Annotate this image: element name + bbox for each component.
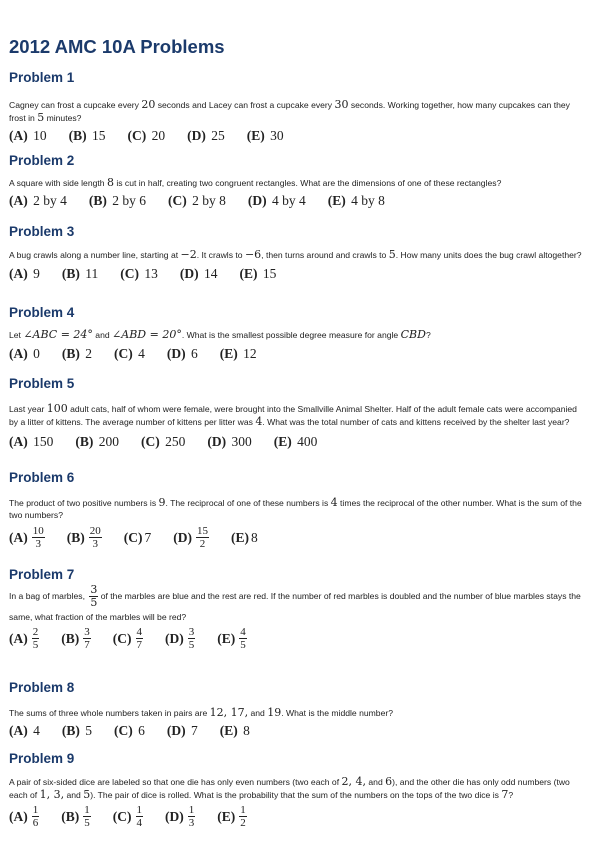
answer-value: 4 bbox=[134, 345, 145, 361]
problem-1 bbox=[9, 70, 588, 144]
answer-choice bbox=[9, 193, 67, 209]
answer-choice bbox=[217, 804, 247, 829]
answer-letter: (E) bbox=[231, 529, 249, 545]
answer-choice bbox=[220, 346, 257, 362]
answer-choice bbox=[75, 434, 119, 450]
problem-5 bbox=[9, 376, 588, 450]
answer-choice bbox=[62, 723, 92, 739]
answer-value: 11 bbox=[81, 265, 99, 281]
answer-letter: (B) bbox=[61, 722, 80, 738]
answer-value: 9 bbox=[29, 265, 40, 281]
answer-choice bbox=[217, 626, 247, 651]
answer-fraction: $\frac{1}{2}$ bbox=[240, 804, 246, 829]
answer-value: 14 bbox=[200, 265, 218, 281]
answer-letter: (A) bbox=[9, 128, 28, 143]
answer-choice bbox=[9, 804, 39, 829]
answer-choice bbox=[207, 434, 251, 450]
answer-choice bbox=[9, 723, 40, 739]
answer-choice bbox=[113, 626, 143, 651]
answer-fraction: $\frac{1}{5}$ bbox=[84, 804, 90, 829]
problem-1-text: Cagney can frost a cupcake every 20 seconds and Lacey can frost a cupcake every 30 seconds. Working together, how many cupcakes can they frost in 5 minutes? bbox=[9, 98, 570, 124]
answer-letter: (A) bbox=[9, 630, 28, 646]
answer-choice bbox=[62, 266, 98, 282]
answer-fraction: $\frac{3}{5}$ bbox=[188, 626, 195, 651]
answer-letter: (E) bbox=[217, 808, 236, 824]
answer-choice bbox=[114, 346, 145, 362]
problem-8-heading: Problem 8 bbox=[9, 680, 75, 695]
answer-value: 2 by 4 bbox=[29, 192, 67, 208]
answer-letter: (B) bbox=[61, 630, 80, 646]
answer-value: 6 bbox=[134, 722, 145, 738]
problem-2 bbox=[9, 153, 588, 209]
answer-choice bbox=[231, 530, 258, 546]
answer-letter: (C) bbox=[141, 433, 160, 449]
answer-choice bbox=[124, 530, 152, 546]
answer-letter: (B) bbox=[61, 808, 80, 824]
problem-3 bbox=[9, 224, 588, 282]
problem-7-text: In a bag of marbles, $\frac{3}{5}$ of the marbles are blue and the rest are red. If the number of red marbles is doubled and the number of blue marbles stays the same, what fraction of the marbles will be red? bbox=[9, 583, 581, 622]
problem-7-answers bbox=[9, 626, 588, 651]
answer-letter: (B) bbox=[61, 345, 80, 361]
answer-choice bbox=[9, 525, 45, 550]
answer-value: 25 bbox=[207, 128, 225, 143]
answer-letter: (D) bbox=[165, 630, 184, 646]
answer-fraction: $\frac{1}{6}$ bbox=[32, 804, 39, 829]
answer-letter: (E) bbox=[327, 192, 346, 208]
problem-2-heading: Problem 2 bbox=[9, 153, 75, 168]
answer-letter: (E) bbox=[239, 265, 258, 281]
answer-letter: (D) bbox=[187, 128, 206, 143]
answer-value: 8 bbox=[251, 529, 258, 545]
answer-choice bbox=[114, 723, 145, 739]
answer-letter: (A) bbox=[9, 529, 28, 545]
answer-choice bbox=[240, 266, 277, 282]
problem-6 bbox=[9, 470, 588, 550]
answer-choice bbox=[69, 128, 106, 144]
answer-letter: (C) bbox=[114, 722, 133, 738]
answer-fraction: $\frac{2}{5}$ bbox=[32, 626, 39, 651]
problem-3-heading: Problem 3 bbox=[9, 224, 75, 239]
answer-value: 15 bbox=[259, 265, 277, 281]
answer-value: 4 by 4 bbox=[268, 192, 306, 208]
page-title: 2012 AMC 10A Problems bbox=[9, 36, 225, 57]
answer-letter: (D) bbox=[166, 722, 186, 738]
problem-6-heading: Problem 6 bbox=[9, 470, 75, 485]
answer-choice bbox=[187, 128, 225, 144]
problem-3-text: A bug crawls along a number line, starting at −2. It crawls to −6, then turns around and crawls to 5. How many units does the bug crawl altogether? bbox=[9, 248, 582, 261]
fraction-3-5: $\frac{3}{5}$ bbox=[90, 583, 98, 609]
answer-choice bbox=[9, 346, 40, 362]
answer-fraction: $\frac{1}{3}$ bbox=[188, 804, 195, 829]
answer-letter: (A) bbox=[9, 345, 28, 361]
answer-value: 2 bbox=[81, 345, 92, 361]
answer-value: 30 bbox=[266, 128, 284, 143]
answer-fraction: $\frac{10}{3}$ bbox=[32, 525, 44, 550]
problem-7 bbox=[9, 567, 588, 651]
problem-9-text: A pair of six-sided dice are labeled so that one die has only even numbers (two each of 2, 4, and 6), and the other die has only odd numbers (two each of 1, 3, and 5). The pair of dice is rolled. What is the probability that the sum of the numbers on the tops of the two dice is 7? bbox=[9, 775, 570, 801]
answer-letter: (B) bbox=[68, 128, 87, 143]
answer-fraction: $\frac{15}{2}$ bbox=[197, 525, 208, 550]
problem-2-text: A square with side length 8 is cut in half, creating two congruent rectangles. What are the dimensions of one of these rectangles? bbox=[9, 176, 502, 189]
answer-choice bbox=[248, 193, 306, 209]
answer-choice bbox=[9, 434, 53, 450]
answer-choice bbox=[9, 626, 39, 651]
problem-6-text: The product of two positive numbers is 9. The reciprocal of one of these numbers is 4 times the reciprocal of the other number. What is the sum of the two numbers? bbox=[9, 496, 582, 520]
answer-value: 7 bbox=[187, 722, 198, 738]
answer-value: 13 bbox=[141, 265, 158, 281]
answer-choice bbox=[328, 193, 385, 209]
answer-choice bbox=[9, 266, 40, 282]
answer-letter: (C) bbox=[114, 345, 133, 361]
answer-letter: (E) bbox=[217, 630, 236, 646]
problem-4 bbox=[9, 305, 588, 362]
answer-letter: (B) bbox=[66, 529, 85, 545]
answer-choice bbox=[180, 266, 218, 282]
problem-5-heading: Problem 5 bbox=[9, 376, 75, 391]
answer-choice bbox=[168, 193, 226, 209]
answer-value: 150 bbox=[29, 433, 54, 449]
answer-value: 200 bbox=[95, 433, 119, 449]
answer-choice bbox=[62, 346, 92, 362]
answer-letter: (D) bbox=[166, 345, 186, 361]
answer-value: 4 by 8 bbox=[347, 192, 385, 208]
problem-8-text: The sums of three whole numbers taken in pairs are 12, 17, and 19. What is the middle number? bbox=[9, 706, 394, 719]
problem-2-answers bbox=[9, 193, 588, 209]
answer-letter: (C) bbox=[123, 529, 143, 545]
answer-value: 4 bbox=[29, 722, 40, 738]
problem-9 bbox=[9, 751, 588, 829]
answer-value: 0 bbox=[29, 345, 40, 361]
answer-choice bbox=[165, 804, 195, 829]
problem-4-answers bbox=[9, 346, 588, 362]
answer-choice bbox=[61, 626, 91, 651]
answer-letter: (C) bbox=[112, 630, 132, 646]
problem-8-answers bbox=[9, 723, 588, 739]
answer-value: 300 bbox=[228, 433, 252, 449]
answer-letter: (E) bbox=[273, 433, 292, 449]
problem-5-text: Last year 100 adult cats, half of whom were female, were brought into the Smallville Animal Shelter. Half of the adult female cats were accompanied by a litter of kittens. The average number of kittens per litter was 4. What was the total number of cats and kittens received by the shelter last year? bbox=[9, 402, 577, 428]
answer-fraction: $\frac{4}{5}$ bbox=[240, 626, 246, 651]
answer-letter: (D) bbox=[165, 808, 184, 824]
answer-choice bbox=[113, 804, 143, 829]
answer-letter: (E) bbox=[246, 128, 265, 143]
answer-value: 8 bbox=[239, 722, 250, 738]
answer-letter: (B) bbox=[61, 265, 80, 281]
answer-value: 7 bbox=[144, 529, 152, 545]
answer-choice bbox=[247, 128, 284, 144]
answer-letter: (C) bbox=[168, 192, 187, 208]
answer-choice bbox=[141, 434, 185, 450]
answer-choice bbox=[165, 626, 195, 651]
answer-letter: (A) bbox=[9, 433, 28, 449]
answer-letter: (B) bbox=[75, 433, 94, 449]
answer-value: 400 bbox=[293, 433, 318, 449]
answer-letter: (A) bbox=[9, 808, 28, 824]
problem-7-heading: Problem 7 bbox=[9, 567, 75, 582]
answer-choice bbox=[89, 193, 146, 209]
answer-value: 12 bbox=[239, 345, 257, 361]
answer-choice bbox=[173, 525, 209, 550]
problem-3-answers bbox=[9, 266, 588, 282]
answer-choice bbox=[220, 723, 250, 739]
answer-value: 250 bbox=[161, 433, 186, 449]
answer-letter: (C) bbox=[127, 128, 147, 143]
problem-6-answers bbox=[9, 525, 588, 550]
problem-5-answers bbox=[9, 434, 588, 450]
answer-letter: (D) bbox=[173, 529, 192, 545]
answer-letter: (E) bbox=[219, 722, 238, 738]
answer-choice bbox=[61, 804, 91, 829]
answer-letter: (B) bbox=[88, 192, 107, 208]
answer-letter: (D) bbox=[207, 433, 227, 449]
problem-9-heading: Problem 9 bbox=[9, 751, 75, 766]
answer-letter: (A) bbox=[9, 722, 28, 738]
problem-4-text: Let ∠ABC = 24° and ∠ABD = 20°. What is the smallest possible degree measure for angle CBD? bbox=[9, 328, 431, 341]
answer-value: 20 bbox=[148, 128, 166, 143]
answer-letter: (A) bbox=[9, 192, 28, 208]
answer-letter: (D) bbox=[247, 192, 267, 208]
answer-value: 2 by 8 bbox=[188, 192, 226, 208]
answer-letter: (C) bbox=[120, 265, 139, 281]
answer-fraction: $\frac{3}{7}$ bbox=[84, 626, 90, 651]
answer-fraction: $\frac{4}{7}$ bbox=[136, 626, 142, 651]
answer-value: 5 bbox=[81, 722, 92, 738]
problem-1-heading: Problem 1 bbox=[9, 70, 75, 85]
answer-value: 15 bbox=[88, 128, 106, 143]
problem-8 bbox=[9, 680, 588, 739]
problem-9-answers bbox=[9, 804, 588, 829]
answer-choice bbox=[9, 128, 47, 144]
answer-value: 6 bbox=[187, 345, 198, 361]
problem-4-heading: Problem 4 bbox=[9, 305, 75, 320]
answer-letter: (E) bbox=[219, 345, 238, 361]
answer-value: 2 by 6 bbox=[108, 192, 146, 208]
answer-fraction: $\frac{20}{3}$ bbox=[89, 525, 101, 550]
answer-letter: (C) bbox=[112, 808, 132, 824]
answer-choice bbox=[128, 128, 166, 144]
answer-letter: (A) bbox=[9, 265, 28, 281]
answer-choice bbox=[120, 266, 158, 282]
answer-choice bbox=[167, 346, 198, 362]
answer-choice bbox=[274, 434, 318, 450]
answer-letter: (D) bbox=[179, 265, 199, 281]
problem-1-answers bbox=[9, 128, 588, 144]
answer-fraction: $\frac{1}{4}$ bbox=[136, 804, 142, 829]
answer-choice bbox=[67, 525, 102, 550]
answer-value: 10 bbox=[29, 128, 47, 143]
answer-choice bbox=[167, 723, 198, 739]
